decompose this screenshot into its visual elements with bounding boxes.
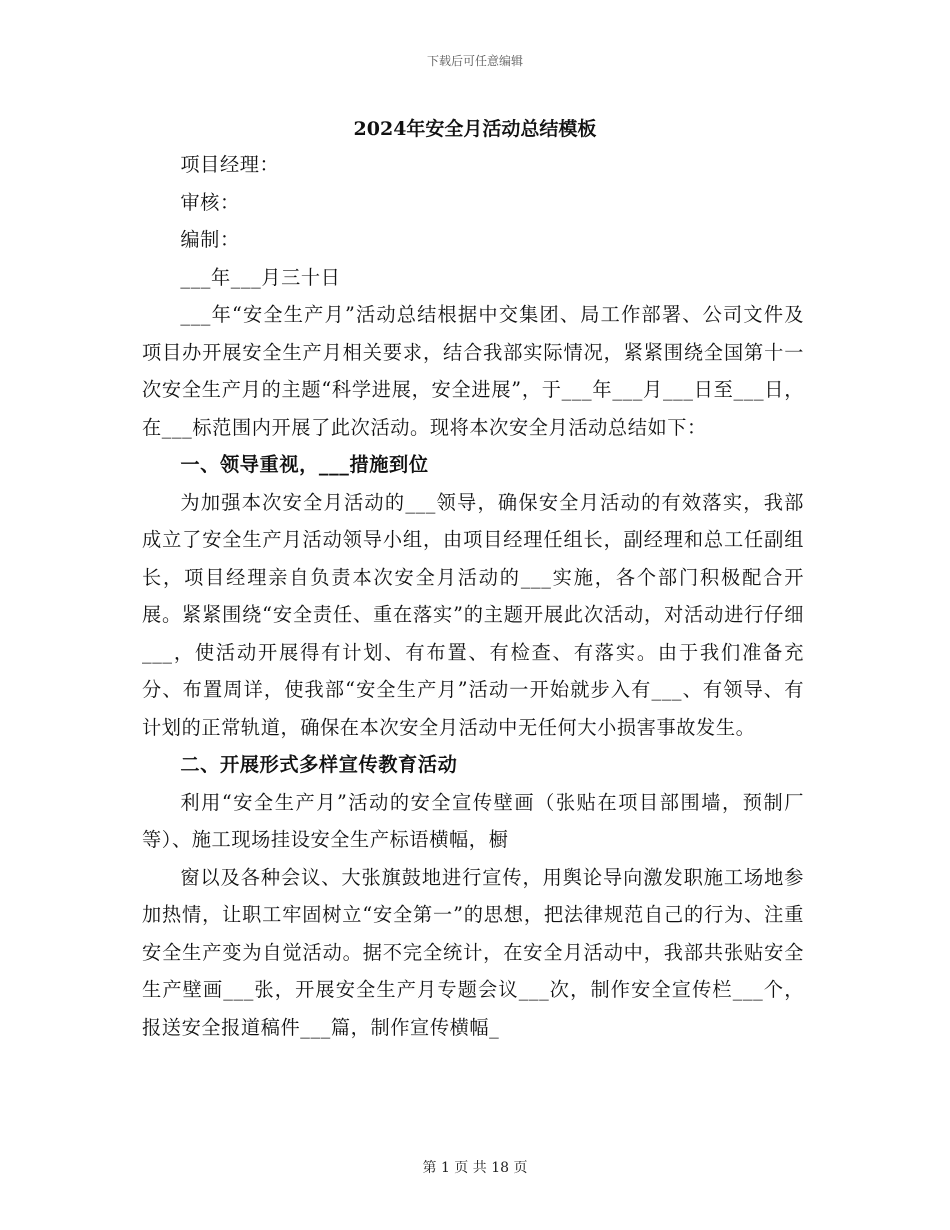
section-2-paragraph-1: 利用“安全生产月”活动的安全宣传壁画（张贴在项目部围墙，预制厂等）、施工现场挂设安全生产标语横幅，橱	[142, 790, 804, 851]
meta-editor: 编制：	[180, 228, 240, 251]
page-footer-number: 第 1 页 共 18 页	[422, 1160, 528, 1176]
section-2-paragraph-2: 窗以及各种会议、大张旗鼓地进行宣传，用舆论导向激发职施工场地参加热情，让职工牢固树立“安全第一”的思想，把法律规范自己的行为、注重安全生产变为自觉活动。据不完全统计，在安全月活动中，我部共张贴安全生产壁画___张，开展安全生产月专题会议___次，制作安全宣传栏___个，报送安全报道稿件___篇，制作宣传横幅_	[142, 865, 804, 1039]
meta-date: ___年___月三十日	[180, 265, 341, 289]
section-1-paragraph: 为加强本次安全月活动的___领导，确保安全月活动的有效落实，我部成立了安全生产月活动领导小组，由项目经理任组长，副经理和总工任副组长，项目经理亲自负责本次安全月活动的___实施，各个部门积极配合开展。紧紧围绕“安全责任、重在落实”的主题开展此次活动，对活动进行仔细___，使活动开展得有计划、有布置、有检查、有落实。由于我们准备充分、布置周详，使我部“安全生产月”活动一开始就步入有___、有领导、有计划的正常轨道，确保在本次安全月活动中无任何大小损害事故发生。	[142, 490, 804, 739]
intro-paragraph: ___年“安全生产月”活动总结根据中交集团、局工作部署、公司文件及项目办开展安全生产月相关要求，结合我部实际情况，紧紧围绕全国第十一次安全生产月的主题“科学进展，安全进展”，于___年___月___日至___日，在___标范围内开展了此次活动。现将本次安全月活动总结如下：	[142, 303, 804, 439]
document-title: 2024年安全月活动总结模板	[353, 118, 597, 140]
section-2-heading: 二、开展形式多样宣传教育活动	[180, 753, 458, 776]
section-1-heading: 一、领导重视，___措施到位	[180, 453, 429, 476]
meta-reviewer: 审核：	[180, 190, 240, 214]
meta-project-manager: 项目经理：	[180, 153, 280, 176]
page-header-note: 下载后可任意编辑	[426, 54, 523, 68]
document-body	[142, 146, 804, 1046]
